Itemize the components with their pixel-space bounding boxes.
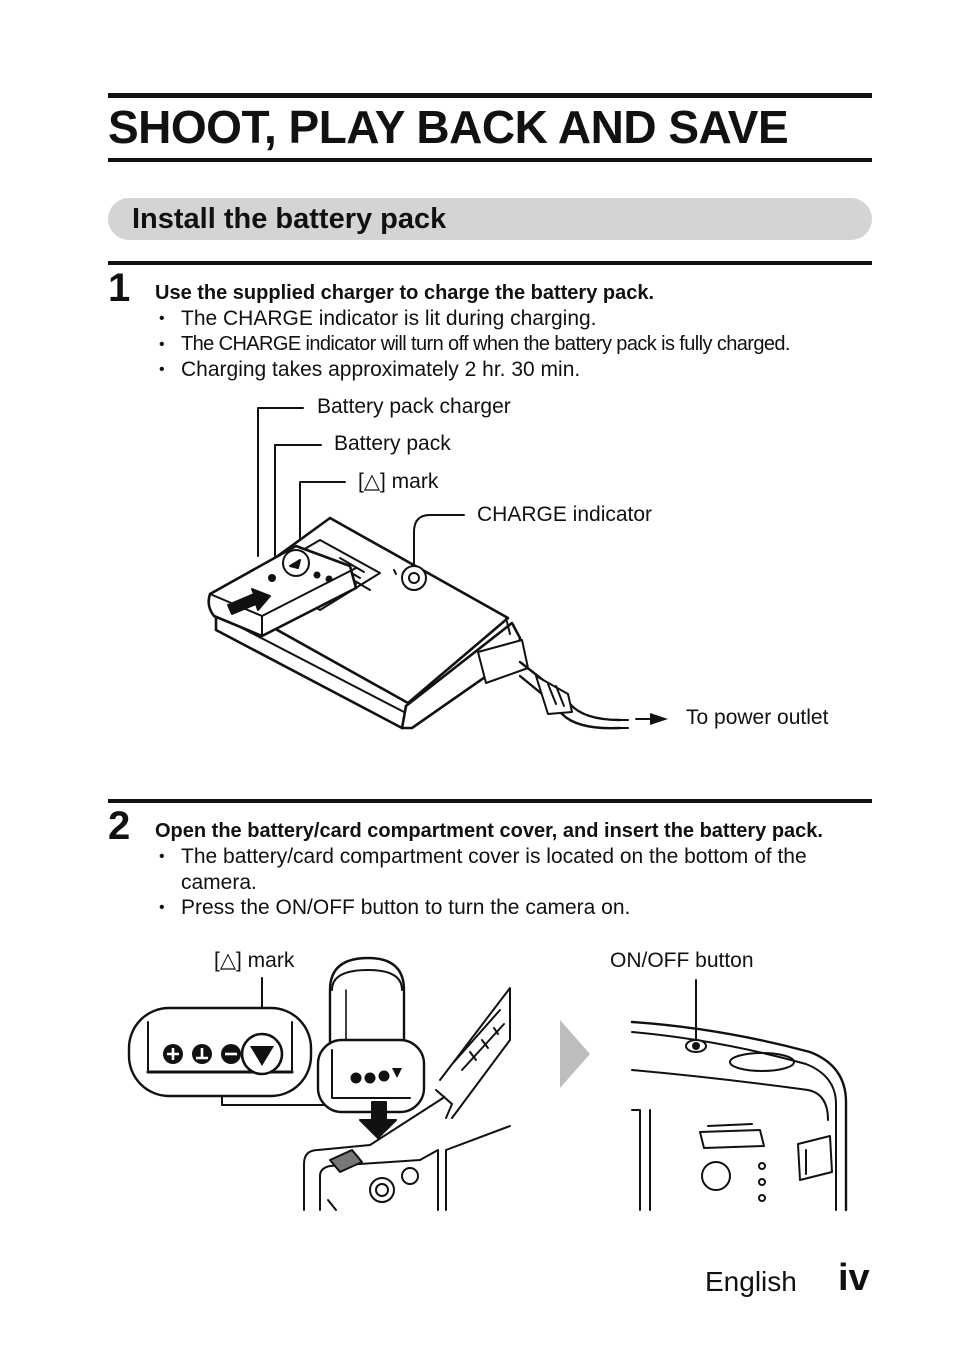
page-title: SHOOT, PLAY BACK AND SAVE (108, 101, 789, 153)
label-triangle-mark: [△] mark (358, 470, 439, 493)
step1-bullet: • The CHARGE indicator is lit during charging. (155, 306, 875, 332)
step1-bullet: • The CHARGE indicator will turn off when the battery pack is fully charged. (155, 332, 875, 358)
label-battery-pack-charger: Battery pack charger (317, 395, 511, 418)
footer-page-number: iv (838, 1257, 870, 1299)
step2-bullet: • Press the ON/OFF button to turn the camera on. (155, 895, 855, 921)
label-charge-indicator: CHARGE indicator (477, 503, 653, 526)
label-battery-pack: Battery pack (334, 432, 451, 455)
step2-number: 2 (108, 804, 131, 848)
step2-heading: Open the battery/card compartment cover, and insert the battery pack. (155, 820, 823, 842)
step1-number: 1 (108, 266, 131, 310)
step1-bullet: • Charging takes approximately 2 hr. 30 min. (155, 357, 875, 383)
step1-heading: Use the supplied charger to charge the battery pack. (155, 282, 655, 304)
label-to-power-outlet: To power outlet (686, 706, 829, 729)
section-title: Install the battery pack (132, 203, 447, 235)
step2-bullet: • The battery/card compartment cover is located on the bottom of the camera. (155, 844, 855, 895)
footer-language: English (705, 1266, 797, 1297)
label-onoff-button: ON/OFF button (610, 949, 754, 972)
next-step-triangle-icon (560, 1020, 590, 1088)
label-triangle-mark-2: [△] mark (214, 949, 295, 972)
